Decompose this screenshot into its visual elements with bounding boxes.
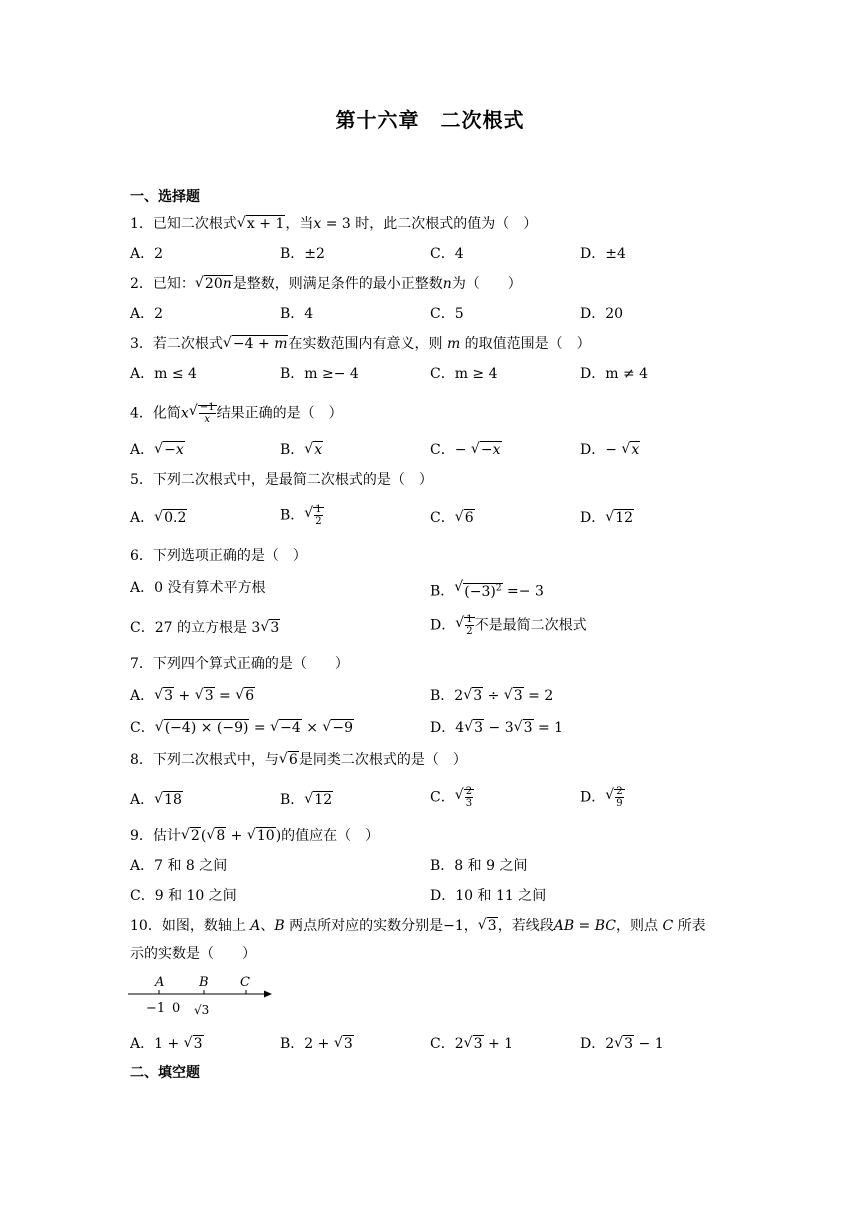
section-heading-fill: 二、填空题 — [130, 1065, 200, 1081]
question-10-stem: 10．如图，数轴上 A、B 两点所对应的实数分别是−1，√ 3，若线段AB = BC，则点 C 所表 — [130, 916, 706, 936]
q4-option-a: A．√ −x — [130, 440, 185, 460]
label-a: A — [155, 975, 165, 990]
q7-option-c: C．√ (−4) × (−9) = √ −4 × √ −9 — [130, 718, 354, 738]
q9-option-d: D．10 和 11 之间 — [430, 888, 547, 904]
question-6-stem: 6．下列选项正确的是（ ） — [130, 548, 307, 564]
question-10-stem-cont: 示的实数是（ ） — [130, 946, 256, 962]
q3-option-c: C．m ≥ 4 — [430, 366, 498, 382]
question-7-stem: 7．下列四个算式正确的是（ ） — [130, 656, 349, 672]
label-c: C — [240, 975, 250, 990]
q4-option-b: B．√ x — [280, 440, 323, 460]
question-3-stem: 3．若二次根式√ −4 + m在实数范围内有意义，则 m 的取值范围是（ ） — [130, 334, 591, 354]
arrow-icon — [264, 991, 272, 998]
q3-option-d: D．m ≠ 4 — [580, 366, 649, 382]
q8-option-b: B．√ 12 — [280, 790, 333, 810]
q10-option-c: C．2√ 3 + 1 — [430, 1034, 513, 1054]
question-9-stem: 9．估计√ 2(√ 8 + √ 10)的值应在（ ） — [130, 826, 379, 846]
question-5-stem: 5．下列二次根式中，是最简二次根式的是（ ） — [130, 472, 433, 488]
q7-option-b: B．2√ 3 ÷ √ 3 = 2 — [430, 686, 553, 706]
q9-option-b: B．8 和 9 之间 — [430, 858, 528, 874]
q9-option-a: A．7 和 8 之间 — [130, 858, 228, 874]
q9-option-c: C．9 和 10 之间 — [130, 888, 237, 904]
label-zero: 0 — [172, 1001, 181, 1016]
q6-option-d: D． √ $\frac{1}{2}$ 不是最简二次根式 — [430, 614, 587, 637]
q5-option-a: A．√ 0.2 — [130, 508, 187, 528]
q2-option-a: A．2 — [130, 306, 164, 322]
q5-option-d: D．√ 12 — [580, 508, 634, 528]
q5-option-b: B． √ $\frac{1}{2}$ — [280, 504, 324, 527]
q8-option-a: A．√ 18 — [130, 790, 183, 810]
label-root-three: √3 — [194, 1003, 210, 1017]
q1-option-d: D．±4 — [580, 246, 626, 262]
q1-option-a: A．2 — [130, 246, 164, 262]
q2-option-c: C．5 — [430, 306, 464, 322]
question-1-stem: 1．已知二次根式√ x + 1，当x = 3 时，此二次根式的值为（ ） — [130, 214, 537, 234]
q6-option-b: B．√ $(-3)^2 =- 3$ — [430, 578, 544, 602]
q6-option-a: A．0 没有算术平方根 — [130, 580, 266, 596]
q2-option-b: B．4 — [280, 306, 314, 322]
q10-option-b: B．2 + √ 3 — [280, 1034, 354, 1054]
q6-option-c: C．27 的立方根是 3√ 3 — [130, 618, 280, 638]
label-minus-one: −1 — [146, 1001, 166, 1016]
q8-option-d: D． √ $\frac{2}{9}$ — [580, 786, 625, 809]
page-title: 第十六章 二次根式 — [335, 108, 525, 132]
q1-option-b: B．±2 — [280, 246, 325, 262]
q4-option-c: C．− √ −x — [430, 440, 502, 460]
q3-option-a: A．m ≤ 4 — [130, 366, 197, 382]
question-8-stem: 8．下列二次根式中，与√ 6是同类二次根式的是（ ） — [130, 750, 467, 770]
q3-option-b: B．m ≥− 4 — [280, 366, 359, 382]
q1-option-c: C．4 — [430, 246, 464, 262]
q7-option-a: A．√ 3 + √ 3 = √ 6 — [130, 686, 255, 706]
q10-option-d: D．2√ 3 − 1 — [580, 1034, 664, 1054]
q8-option-c: C． √ $\frac{2}{3}$ — [430, 786, 474, 809]
q10-option-a: A．1 + √ 3 — [130, 1034, 204, 1054]
question-2-stem: 2．已知：√ 20n是整数，则满足条件的最小正整数n为（ ） — [130, 274, 522, 294]
q5-option-c: C．√ 6 — [430, 508, 475, 528]
q4-option-d: D．− √ x — [580, 440, 640, 460]
q2-option-d: D．20 — [580, 306, 624, 322]
question-4-stem: 4．化简x √ $\frac{-1}{x}$ 结果正确的是（ ） — [130, 402, 343, 425]
number-line-figure — [126, 974, 276, 1022]
q7-option-d: D．4√ 3 − 3√ 3 = 1 — [430, 718, 563, 738]
label-b: B — [199, 975, 209, 990]
section-heading-choice: 一、选择题 — [130, 189, 200, 205]
